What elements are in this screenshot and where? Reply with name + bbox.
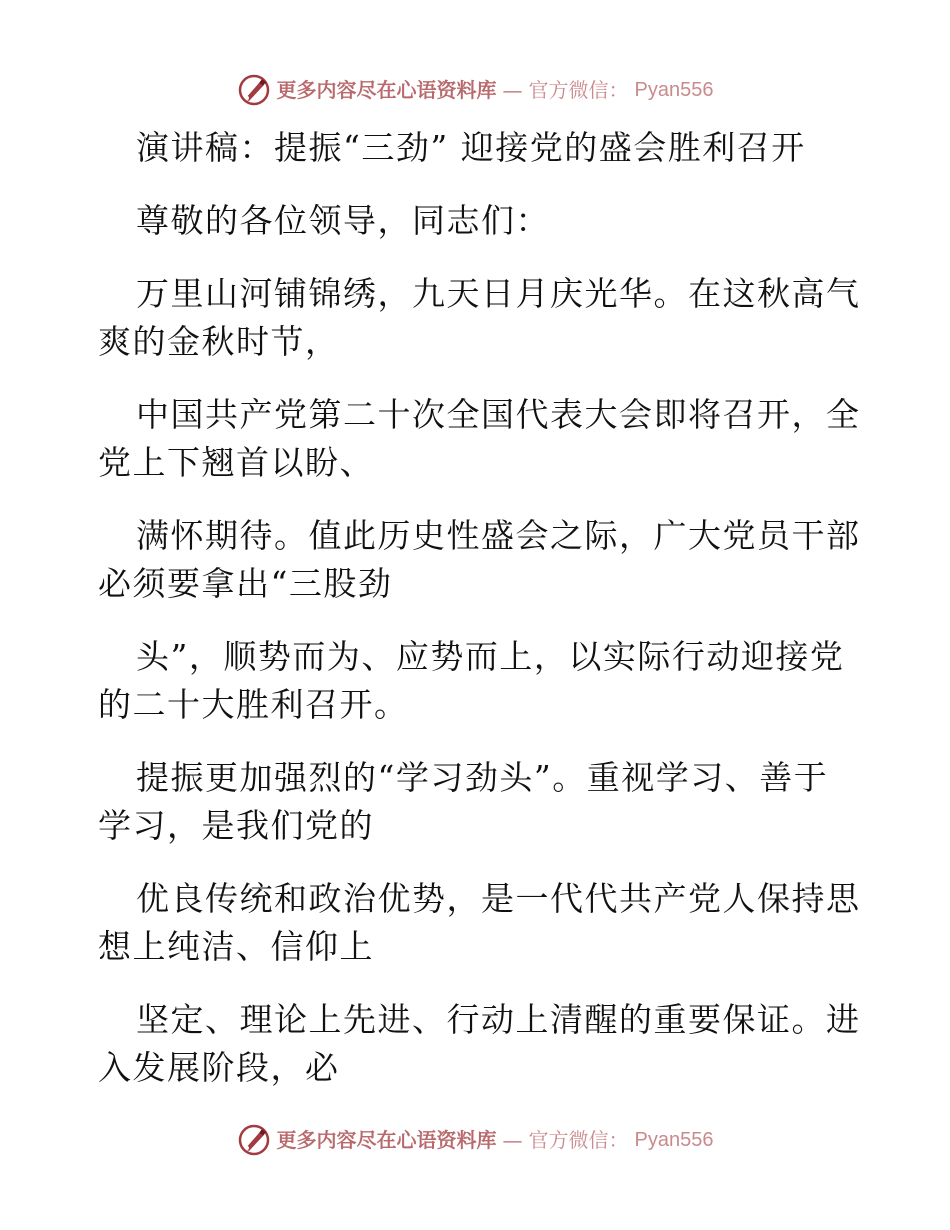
document-body [98,124,861,1092]
header-banner-text: 更多内容尽在心语资料库 [276,78,497,102]
paragraph-1-line-2: 爽的金秋时节， [98,322,340,361]
paragraph-7-line-1: 坚定、理论上先进、行动上清醒的重要保证。进 [136,1000,861,1039]
header-contact-label: 官方微信： [528,78,629,102]
footer-banner-separator: — [502,1128,523,1152]
footer-banner-text: 更多内容尽在心语资料库 [276,1128,497,1152]
paragraph-1-line-1: 万里山河铺锦绣，九天日月庆光华。在这秋高气 [136,274,861,313]
paragraph-3-line-1: 满怀期待。值此历史性盛会之际，广大党员干部 [136,516,861,555]
paragraph-6-line-2: 想上纯洁、信仰上 [98,927,374,966]
paragraph-7-line-2: 入发展阶段，必 [98,1048,340,1087]
header-contact-id: Pyan556 [634,79,714,101]
header-banner-separator: — [502,78,523,102]
paragraph-5-line-1: 提振更加强烈的“学习劲头”。重视学习、善于 [136,758,829,797]
salutation: 尊敬的各位领导，同志们： [136,201,550,240]
document-title: 演讲稿：提振“三劲” 迎接党的盛会胜利召开 [136,128,806,167]
footer-contact-id: Pyan556 [634,1129,714,1151]
paragraph-6-line-1: 优良传统和政治优势，是一代代共产党人保持思 [136,879,861,918]
pen-in-circle-icon [237,73,271,107]
paragraph-5-line-2: 学习，是我们党的 [98,806,374,845]
paragraph-2-line-1: 中国共产党第二十次全国代表大会即将召开，全 [136,395,861,434]
paragraph-2-line-2: 党上下翘首以盼、 [98,443,374,482]
paragraph-4-line-1: 头”，顺势而为、应势而上，以实际行动迎接党 [136,637,845,676]
footer-contact-label: 官方微信： [528,1128,629,1152]
paragraph-3-line-2: 必须要拿出“三股劲 [98,564,393,603]
paragraph-4-line-2: 的二十大胜利召开。 [98,685,409,724]
pen-in-circle-icon [237,1123,271,1157]
footer-banner [0,1120,950,1160]
header-banner [0,70,950,110]
